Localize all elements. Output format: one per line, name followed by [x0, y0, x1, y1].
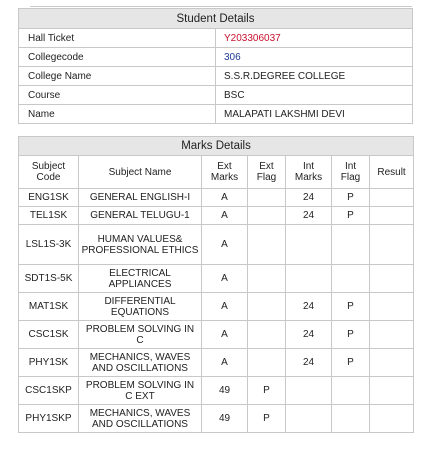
int-marks: 24 — [286, 321, 332, 349]
result — [370, 377, 414, 405]
int-marks — [286, 265, 332, 293]
ext-marks: A — [202, 265, 248, 293]
subject-name: GENERAL ENGLISH-I — [79, 189, 202, 207]
ext-marks: 49 — [202, 405, 248, 433]
result — [370, 225, 414, 265]
ext-marks: A — [202, 349, 248, 377]
result — [370, 321, 414, 349]
subject-code: PHY1SK — [19, 349, 79, 377]
ext-flag — [248, 225, 286, 265]
student-details-table — [18, 8, 413, 124]
marks-details-table — [18, 136, 414, 433]
int-flag — [332, 265, 370, 293]
college-name-value: S.S.R.DEGREE COLLEGE — [216, 67, 413, 86]
subject-name: MECHANICS, WAVES AND OSCILLATIONS — [79, 405, 202, 433]
int-flag — [332, 405, 370, 433]
ext-flag: P — [248, 377, 286, 405]
subject-code: MAT1SK — [19, 293, 79, 321]
hall-ticket-value: Y203306037 — [216, 29, 413, 48]
table-row — [19, 86, 413, 105]
table-row — [19, 189, 414, 207]
college-code-value: 306 — [216, 48, 413, 67]
header-int-flag: Int Flag — [332, 156, 370, 189]
table-row — [19, 225, 414, 265]
ext-marks: A — [202, 189, 248, 207]
table-row — [19, 405, 414, 433]
header-ext-flag: Ext Flag — [248, 156, 286, 189]
table-row — [19, 29, 413, 48]
ext-marks: A — [202, 225, 248, 265]
table-row — [19, 377, 414, 405]
table-row — [19, 349, 414, 377]
subject-code: ENG1SK — [19, 189, 79, 207]
result — [370, 405, 414, 433]
subject-name: PROBLEM SOLVING IN C EXT — [79, 377, 202, 405]
ext-flag — [248, 293, 286, 321]
marks-details-title: Marks Details — [19, 137, 414, 156]
header-subject-code: Subject Code — [19, 156, 79, 189]
hall-ticket-label: Hall Ticket — [19, 29, 216, 48]
subject-code: SDT1S-5K — [19, 265, 79, 293]
header-result: Result — [370, 156, 414, 189]
header-subject-name: Subject Name — [79, 156, 202, 189]
ext-flag — [248, 265, 286, 293]
subject-code: CSC1SK — [19, 321, 79, 349]
result — [370, 207, 414, 225]
int-marks — [286, 405, 332, 433]
subject-code: LSL1S-3K — [19, 225, 79, 265]
header-ext-marks: Ext Marks — [202, 156, 248, 189]
ext-flag — [248, 207, 286, 225]
table-row — [19, 207, 414, 225]
table-row — [19, 293, 414, 321]
subject-code: PHY1SKP — [19, 405, 79, 433]
int-marks — [286, 377, 332, 405]
table-header-row — [19, 156, 414, 189]
ext-marks: A — [202, 207, 248, 225]
int-flag: P — [332, 189, 370, 207]
course-value: BSC — [216, 86, 413, 105]
college-code-label: Collegecode — [19, 48, 216, 67]
header-int-marks: Int Marks — [286, 156, 332, 189]
ext-flag — [248, 189, 286, 207]
subject-code: CSC1SKP — [19, 377, 79, 405]
int-flag: P — [332, 207, 370, 225]
result — [370, 293, 414, 321]
previous-section-edge — [30, 0, 412, 7]
course-label: Course — [19, 86, 216, 105]
ext-marks: A — [202, 293, 248, 321]
subject-name: PROBLEM SOLVING IN C — [79, 321, 202, 349]
result — [370, 265, 414, 293]
int-flag: P — [332, 293, 370, 321]
table-row — [19, 67, 413, 86]
subject-name: DIFFERENTIAL EQUATIONS — [79, 293, 202, 321]
subject-name: MECHANICS, WAVES AND OSCILLATIONS — [79, 349, 202, 377]
table-row — [19, 105, 413, 124]
subject-name: HUMAN VALUES& PROFESSIONAL ETHICS — [79, 225, 202, 265]
student-name-value: MALAPATI LAKSHMI DEVI — [216, 105, 413, 124]
int-marks: 24 — [286, 293, 332, 321]
ext-marks: A — [202, 321, 248, 349]
result — [370, 189, 414, 207]
int-marks — [286, 225, 332, 265]
student-details-title: Student Details — [19, 9, 413, 29]
int-marks: 24 — [286, 349, 332, 377]
subject-code: TEL1SK — [19, 207, 79, 225]
int-marks: 24 — [286, 189, 332, 207]
ext-flag: P — [248, 405, 286, 433]
int-flag — [332, 377, 370, 405]
ext-marks: 49 — [202, 377, 248, 405]
subject-name: ELECTRICAL APPLIANCES — [79, 265, 202, 293]
college-name-label: College Name — [19, 67, 216, 86]
result — [370, 349, 414, 377]
int-flag: P — [332, 321, 370, 349]
int-marks: 24 — [286, 207, 332, 225]
int-flag — [332, 225, 370, 265]
int-flag: P — [332, 349, 370, 377]
student-name-label: Name — [19, 105, 216, 124]
table-row — [19, 321, 414, 349]
ext-flag — [248, 321, 286, 349]
ext-flag — [248, 349, 286, 377]
subject-name: GENERAL TELUGU-1 — [79, 207, 202, 225]
table-row — [19, 48, 413, 67]
table-row — [19, 265, 414, 293]
